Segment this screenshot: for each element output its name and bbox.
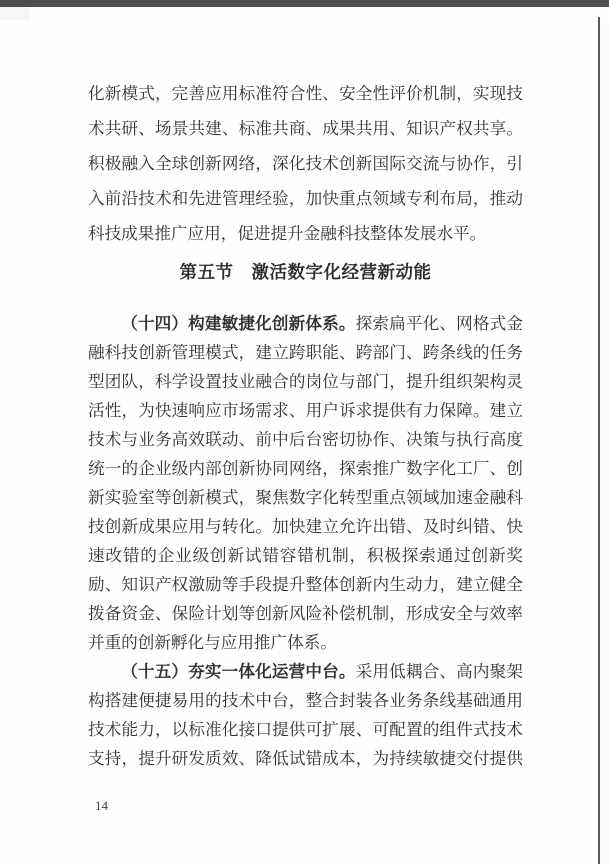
text-line: 统一的企业级内部创新协同网络，探索推广数字化工厂、创 bbox=[88, 459, 523, 478]
paragraph-continuation bbox=[88, 76, 523, 251]
text-line: 科技成果推广应用，促进提升金融科技整体发展水平。 bbox=[88, 224, 487, 243]
text-line: 拨备资金、保险计划等创新风险补偿机制，形成安全与效率 bbox=[88, 604, 523, 623]
item-14-first-line-rest: 探索扁平化、网格式金 bbox=[355, 314, 523, 333]
text-line: 技术能力，以标准化接口提供可扩展、可配置的组件式技术 bbox=[88, 720, 523, 739]
text-line: 励、知识产权激励等手段提升整体创新内生动力，建立健全 bbox=[88, 575, 523, 594]
page-number: 14 bbox=[95, 798, 108, 813]
text-line bbox=[88, 657, 523, 686]
text-line: 入前沿技术和先进管理经验，加快重点领域专利布局，推动 bbox=[88, 189, 523, 208]
text-line: 融科技创新管理模式，建立跨职能、跨部门、跨条线的任务 bbox=[88, 343, 523, 362]
text-line: 型团队，科学设置技业融合的岗位与部门，提升组织架构灵 bbox=[88, 372, 523, 391]
text-line: 技创新成果应用与转化。加快建立允许出错、及时纠错、快 bbox=[88, 517, 523, 536]
section-heading: 第五节 激活数字化经营新动能 bbox=[179, 262, 432, 282]
text-line: 速改错的企业级创新试错容错机制，积极探索通过创新奖 bbox=[88, 546, 523, 565]
text-line: 积极融入全球创新网络，深化技术创新国际交流与协作，引 bbox=[88, 154, 523, 173]
item-15-first-line-rest: 采用低耦合、高内聚架 bbox=[355, 662, 523, 681]
text-line: 化新模式，完善应用标准符合性、安全性评价机制，实现技 bbox=[88, 84, 523, 103]
scan-corner-artifact bbox=[0, 7, 30, 20]
item-14-lead: （十四）构建敏捷化创新体系。 bbox=[121, 314, 356, 333]
scan-right-edge-line bbox=[598, 17, 600, 864]
text-line: 并重的创新孵化与应用推广体系。 bbox=[88, 633, 337, 652]
text-line: 支持，提升研发质效、降低试错成本，为持续敏捷交付提供 bbox=[88, 749, 523, 768]
item-15-lead: （十五）夯实一体化运营中台。 bbox=[121, 662, 356, 681]
text-line bbox=[88, 309, 523, 338]
scan-top-edge-bar bbox=[0, 0, 609, 7]
text-line: 术共研、场景共建、标准共商、成果共用、知识产权共享。 bbox=[88, 119, 523, 138]
text-line: 技术与业务高效联动、前中后台密切协作、决策与执行高度 bbox=[88, 430, 523, 449]
paragraph-item-14 bbox=[88, 309, 523, 657]
paragraph-item-15 bbox=[88, 657, 523, 773]
text-line: 构搭建便捷易用的技术中台，整合封装各业务条线基础通用 bbox=[88, 691, 523, 710]
text-line: 新实验室等创新模式，聚焦数字化转型重点领域加速金融科 bbox=[88, 488, 523, 507]
scan-right-margin bbox=[600, 17, 609, 864]
text-line: 活性，为快速响应市场需求、用户诉求提供有力保障。建立 bbox=[88, 401, 523, 420]
